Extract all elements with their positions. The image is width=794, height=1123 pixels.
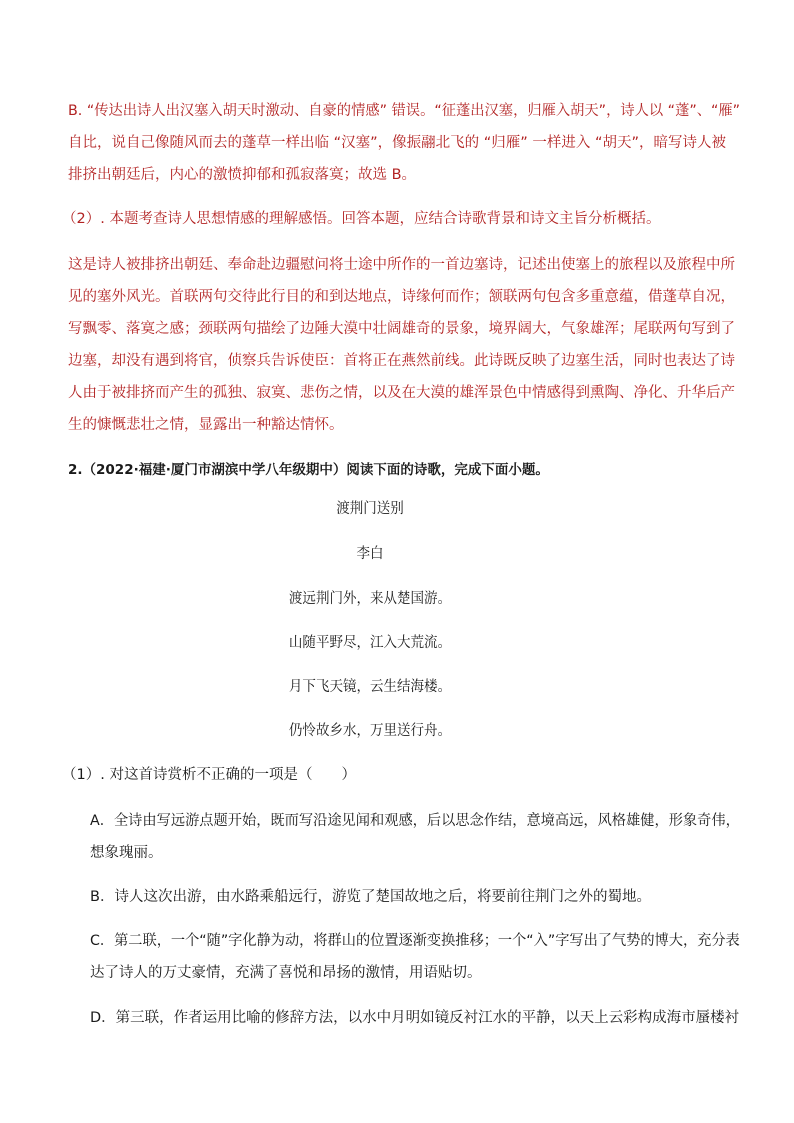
option-a-line-2: 想象瑰丽。 [90,845,163,861]
question-2-heading: 2.（2022·福建·厦门市湖滨中学八年级期中）阅读下面的诗歌，完成下面小题。 [68,462,549,478]
b-explanation-line-3: 排挤出朝廷后，内心的激愤抑郁和孤寂落寞；故选 B。 [68,167,417,183]
part2-intro: （2）. 本题考查诗人思想情感的理解感悟。回答本题，应结合诗歌背景和诗文主旨分析概括。 [62,211,661,227]
analysis-line-2: 见的塞外风光。首联两句交待此行目的和到达地点，诗缘何而作；颔联两句包含多重意蕴，借蓬草自况， [68,289,735,305]
option-d-line-1: D．第三联，作者运用比喻的修辞方法，以水中月明如镜反衬江水的平静，以天上云彩构成海市蜃楼衬 [90,1010,740,1026]
analysis-line-5: 人由于被排挤而产生的孤独、寂寞、悲伤之情，以及在大漠的雄浑景色中情感得到熏陶、净化、升华后产 [68,385,735,401]
b-explanation-line-1: B. “传达出诗人出汉塞入胡天时激动、自豪的情感” 错误。“征蓬出汉塞，归雁入胡天”，诗人以 “蓬”、“雁” [68,103,741,119]
poem-author: 李白 [356,546,384,562]
analysis-line-3: 写飘零、落寞之感；颈联两句描绘了边陲大漠中壮阔雄奇的景象，境界阔大，气象雄浑；尾联两句写到了 [68,321,735,337]
poem-title: 渡荆门送别 [336,501,404,517]
poem-line-2: 山随平野尽，江入大荒流。 [288,635,452,651]
analysis-line-4: 边塞，却没有遇到将官，侦察兵告诉使臣：首将正在燕然前线。此诗既反映了边塞生活，同时也表达了诗 [68,353,735,369]
poem-line-1: 渡远荆门外，来从楚国游。 [288,591,452,607]
option-c-line-2: 达了诗人的万丈豪情，充满了喜悦和昂扬的激情，用语贴切。 [90,965,482,981]
option-b-line-1: B．诗人这次出游，由水路乘船远行，游览了楚国故地之后，将要前往荆门之外的蜀地。 [90,889,651,905]
option-a-line-1: A．全诗由写远游点题开始，既而写沿途见闻和观感，后以思念作结，意境高远，风格雄健，形象奇伟， [90,813,740,829]
analysis-line-6: 生的慷慨悲壮之情，显露出一种豁达情怀。 [68,417,344,433]
analysis-line-1: 这是诗人被排挤出朝廷、奉命赴边疆慰问将士途中所作的一首边塞诗，记述出使塞上的旅程以及旅程中所 [68,257,735,273]
poem-line-3: 月下飞天镜，云生结海楼。 [288,679,452,695]
poem-line-4: 仍怜故乡水，万里送行舟。 [288,723,452,739]
option-c-line-1: C．第二联，一个“随”字化静为动，将群山的位置逐渐变换推移；一个“入”字写出了气势的博大，充分表 [90,933,740,949]
sub-question-1-prompt: （1）. 对这首诗赏析不正确的一项是（ ） [62,767,356,783]
b-explanation-line-2: 自比，说自己像随风而去的蓬草一样出临 “汉塞”，像振翮北飞的 “归雁” 一样进入 “胡天”，暗写诗人被 [68,135,727,151]
